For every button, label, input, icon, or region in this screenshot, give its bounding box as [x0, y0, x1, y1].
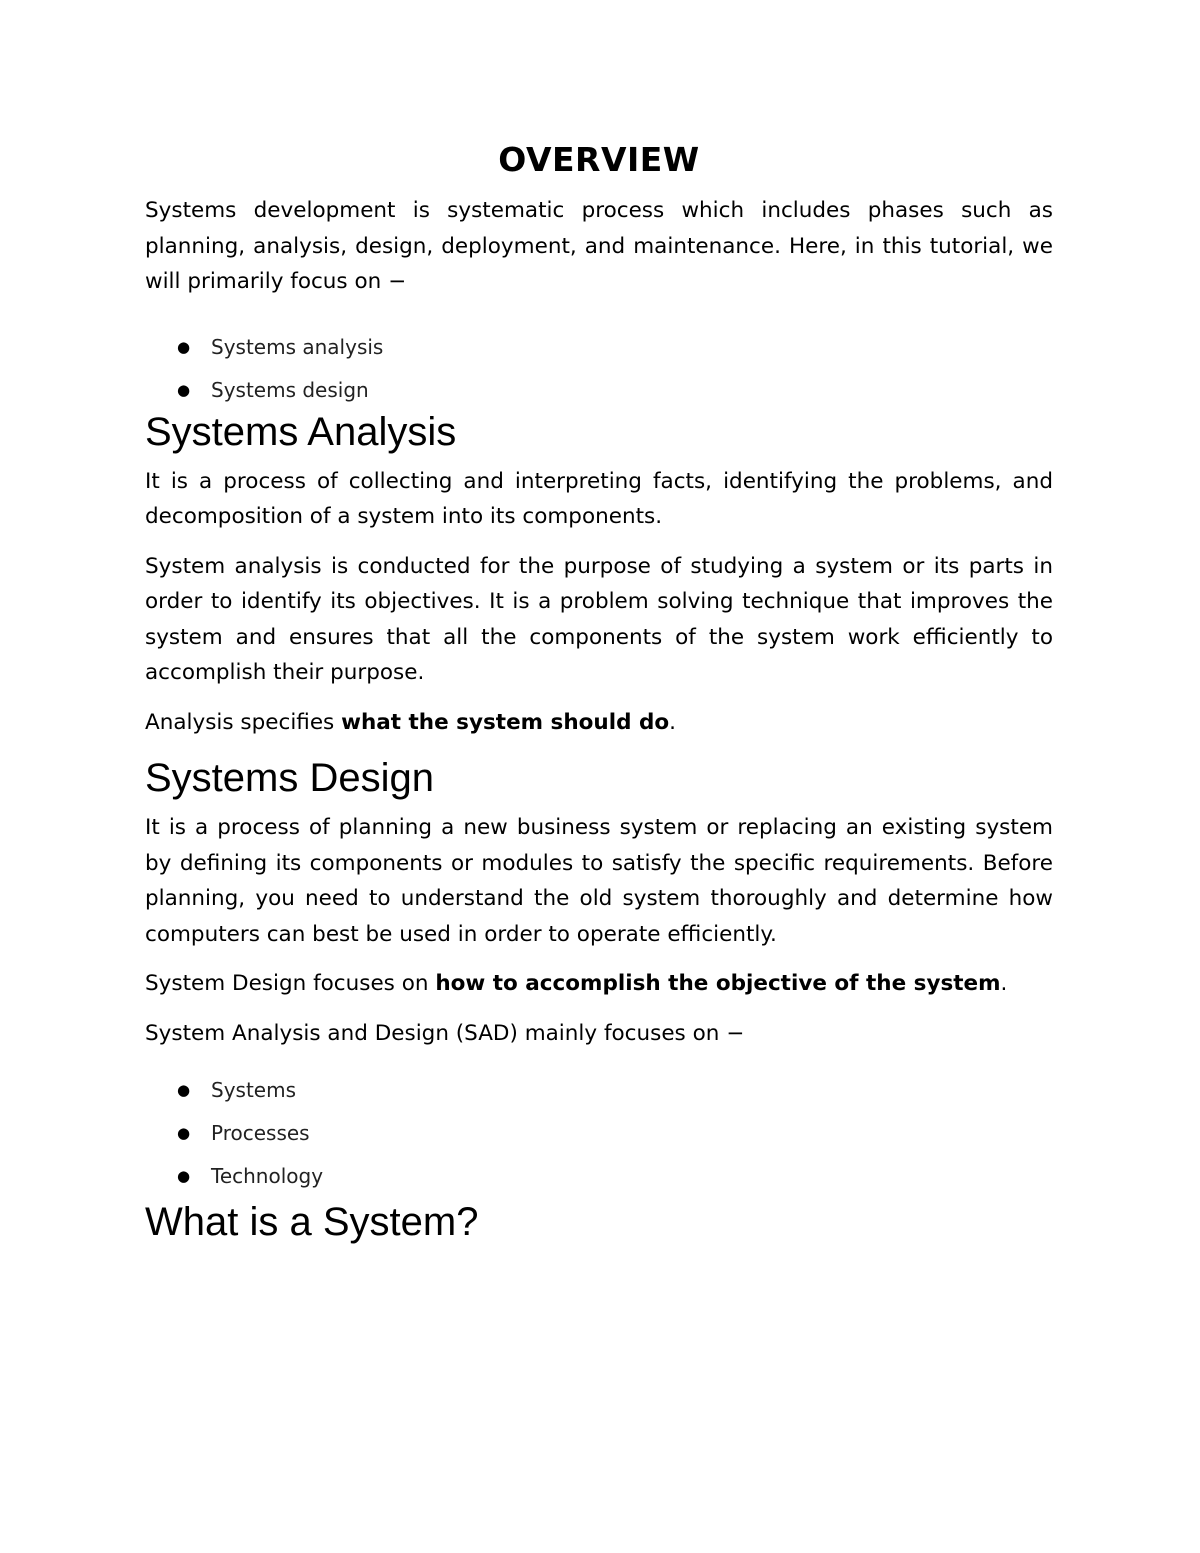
analysis-paragraph-2: System analysis is conducted for the purpose of studying a system or its parts in order to identify its objectives. It is a problem solving technique that improves the system and ensures that all the components of the system work efficiently to accomplish their purpose.	[145, 553, 1053, 685]
list-item-label: Technology	[211, 1164, 324, 1188]
analysis-p3-suffix: .	[669, 709, 676, 735]
design-p2-bold: how to accomplish the objective of the system	[435, 971, 1001, 996]
bullet-icon: ●	[177, 1081, 191, 1099]
list-item	[145, 369, 1053, 412]
design-paragraph-3: System Analysis and Design (SAD) mainly focuses on −	[145, 1020, 745, 1046]
list-item-label: Systems	[211, 1078, 296, 1102]
list-item	[145, 1112, 1053, 1155]
list-item-label: Processes	[211, 1121, 310, 1145]
list-item-label: Systems design	[211, 377, 369, 402]
analysis-p3-bold: what the system should do	[341, 709, 670, 735]
analysis-paragraph-3	[145, 705, 1053, 741]
list-item	[145, 326, 1053, 369]
bullet-icon: ●	[177, 337, 191, 356]
bullet-icon: ●	[177, 380, 191, 399]
design-p2-prefix: System Design focuses on	[145, 971, 436, 996]
focus-list	[145, 326, 1053, 412]
section-heading-what-is-system: What is a System?	[145, 1200, 479, 1244]
design-p2-suffix: .	[1000, 971, 1008, 996]
document-content	[145, 140, 1053, 1246]
design-paragraph-2	[145, 966, 1053, 1002]
section-heading-design: Systems Design	[145, 756, 434, 800]
bullet-icon: ●	[177, 1124, 191, 1142]
intro-paragraph: Systems development is systematic process which includes phases such as planning, analysis, design, deployment, and maintenance. Here, in this tutorial, we will primarily focus on −	[145, 198, 1053, 294]
design-paragraph-1: It is a process of planning a new business system or replacing an existing system by defining its components or modules to satisfy the specific requirements. Before planning, you need to understand the old system thoroughly and determine how computers can best be used in order to operate efficiently.	[145, 815, 1053, 947]
sad-list	[145, 1069, 1053, 1198]
page-title: OVERVIEW	[498, 140, 700, 179]
analysis-p3-prefix: Analysis specifies	[145, 709, 342, 735]
list-item	[145, 1155, 1053, 1198]
list-item-label: Systems analysis	[211, 334, 384, 359]
analysis-paragraph-1: It is a process of collecting and interpreting facts, identifying the problems, and decomposition of a system into its components.	[145, 468, 1053, 529]
bullet-icon: ●	[177, 1167, 191, 1185]
list-item	[145, 1069, 1053, 1112]
section-heading-analysis: Systems Analysis	[145, 409, 457, 454]
